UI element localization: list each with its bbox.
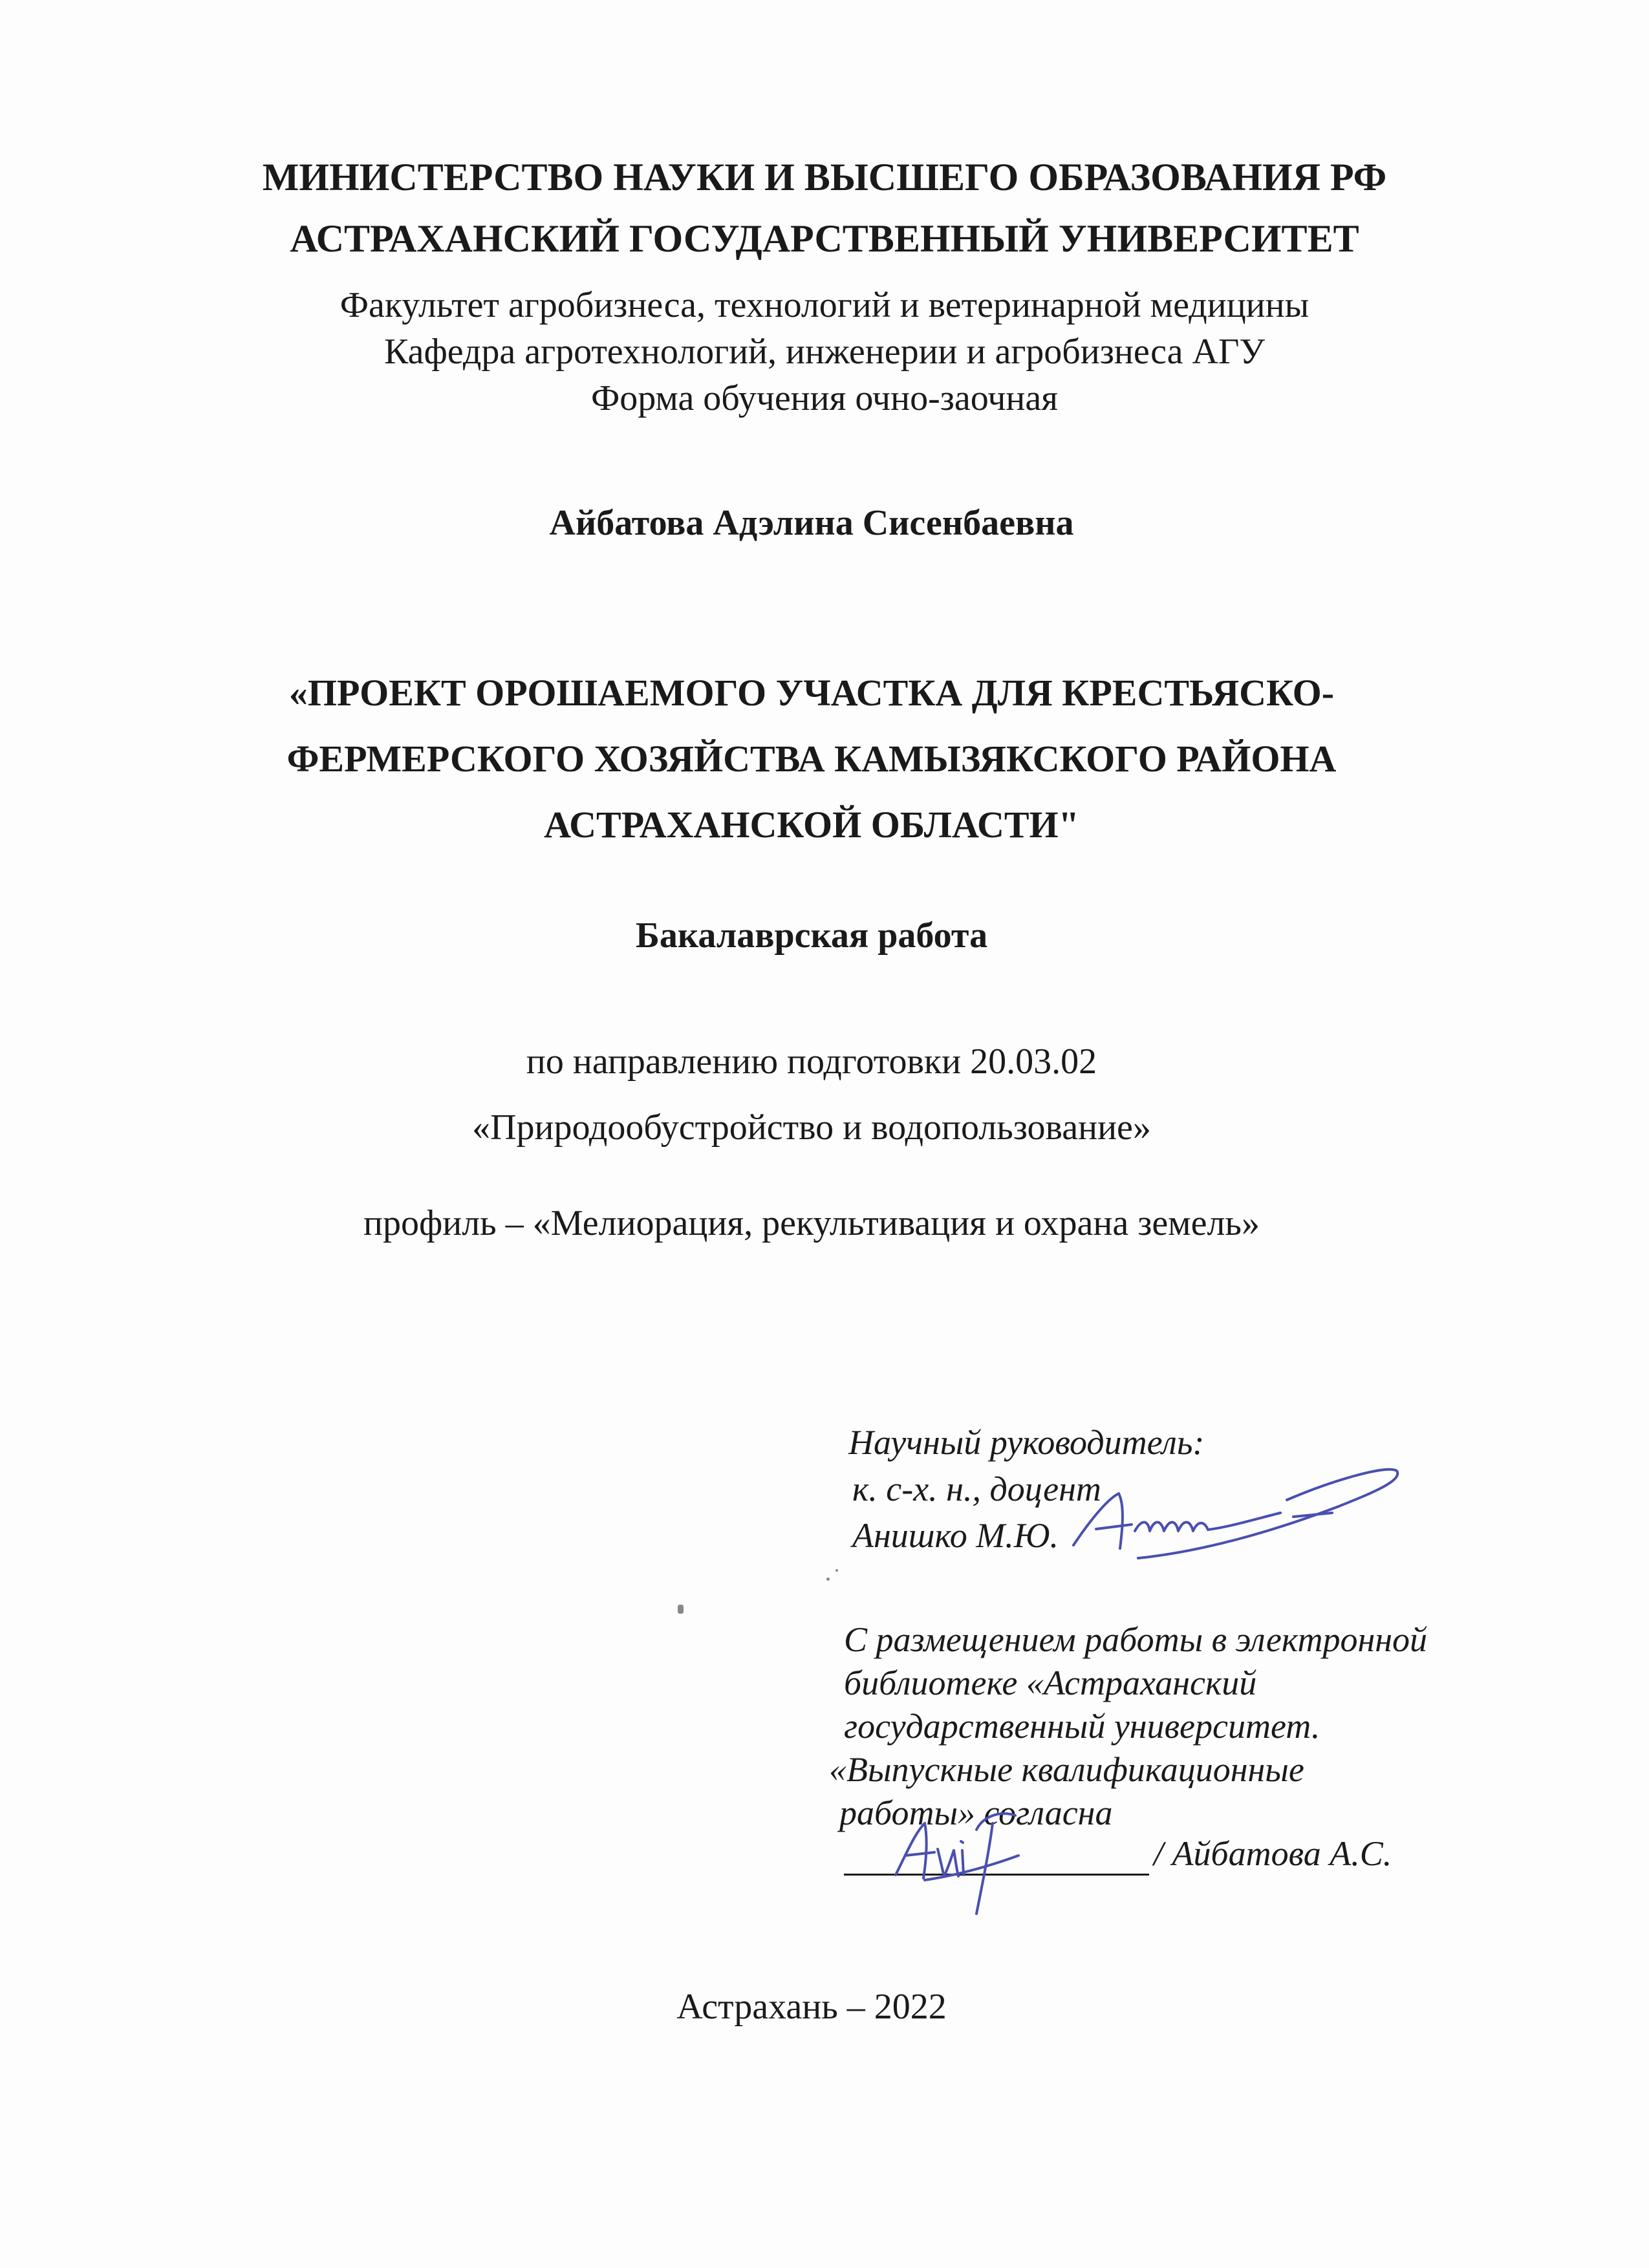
consent-line-4: «Выпускные квалификационные: [829, 1750, 1304, 1789]
city-year: Астрахань – 2022: [676, 1987, 947, 2027]
ministry-heading: МИНИСТЕРСТВО НАУКИ И ВЫСШЕГО ОБРАЗОВАНИЯ РФ: [262, 156, 1387, 198]
supervisor-degree: к. с-х. н., доцент: [852, 1470, 1101, 1508]
author-name: Айбатова Адэлина Сисенбаевна: [549, 503, 1074, 543]
consent-line-5: работы» согласна: [839, 1793, 1113, 1832]
consent-line-1: С размещением работы в электронной: [844, 1620, 1428, 1659]
supervisor-label: Научный руководитель:: [848, 1423, 1205, 1462]
department-line: Кафедра агротехнологий, инженерии и агробизнеса АГУ: [384, 332, 1265, 372]
thesis-title-line-3: АСТРАХАНСКОЙ ОБЛАСТИ": [544, 804, 1079, 846]
direction-line-2: «Природообустройство и водопользование»: [472, 1107, 1151, 1148]
scan-dot: [835, 1569, 838, 1572]
supervisor-name: Анишко М.Ю.: [852, 1516, 1059, 1555]
profile-line: профиль – «Мелиорация, рекультивация и охрана земель»: [363, 1203, 1260, 1243]
study-form-line: Форма обучения очно-заочная: [591, 378, 1058, 418]
work-type: Бакалаврская работа: [635, 915, 988, 956]
scan-mark: [678, 1605, 684, 1614]
thesis-title-line-2: ФЕРМЕРСКОГО ХОЗЯЙСТВА КАМЫЗЯКСКОГО РАЙОНА: [286, 738, 1337, 780]
faculty-line: Факультет агробизнеса, технологий и ветеринарной медицины: [339, 285, 1310, 325]
consent-signer: / Айбатова А.С.: [1154, 1834, 1392, 1873]
supervisor-signature: [1061, 1455, 1423, 1584]
consent-line-2: библиотеке «Астраханский: [844, 1664, 1257, 1702]
university-heading: АСТРАХАНСКИЙ ГОСУДАРСТВЕННЫЙ УНИВЕРСИТЕТ: [290, 217, 1359, 260]
consent-line-3: государственный университет.: [844, 1707, 1320, 1746]
student-signature: [886, 1804, 1028, 1920]
scan-dot: [826, 1578, 830, 1581]
direction-line-1: по направлению подготовки 20.03.02: [526, 1042, 1097, 1082]
thesis-title-line-1: «ПРОЕКТ ОРОШАЕМОГО УЧАСТКА ДЛЯ КРЕСТЬЯСКО-: [288, 672, 1335, 714]
